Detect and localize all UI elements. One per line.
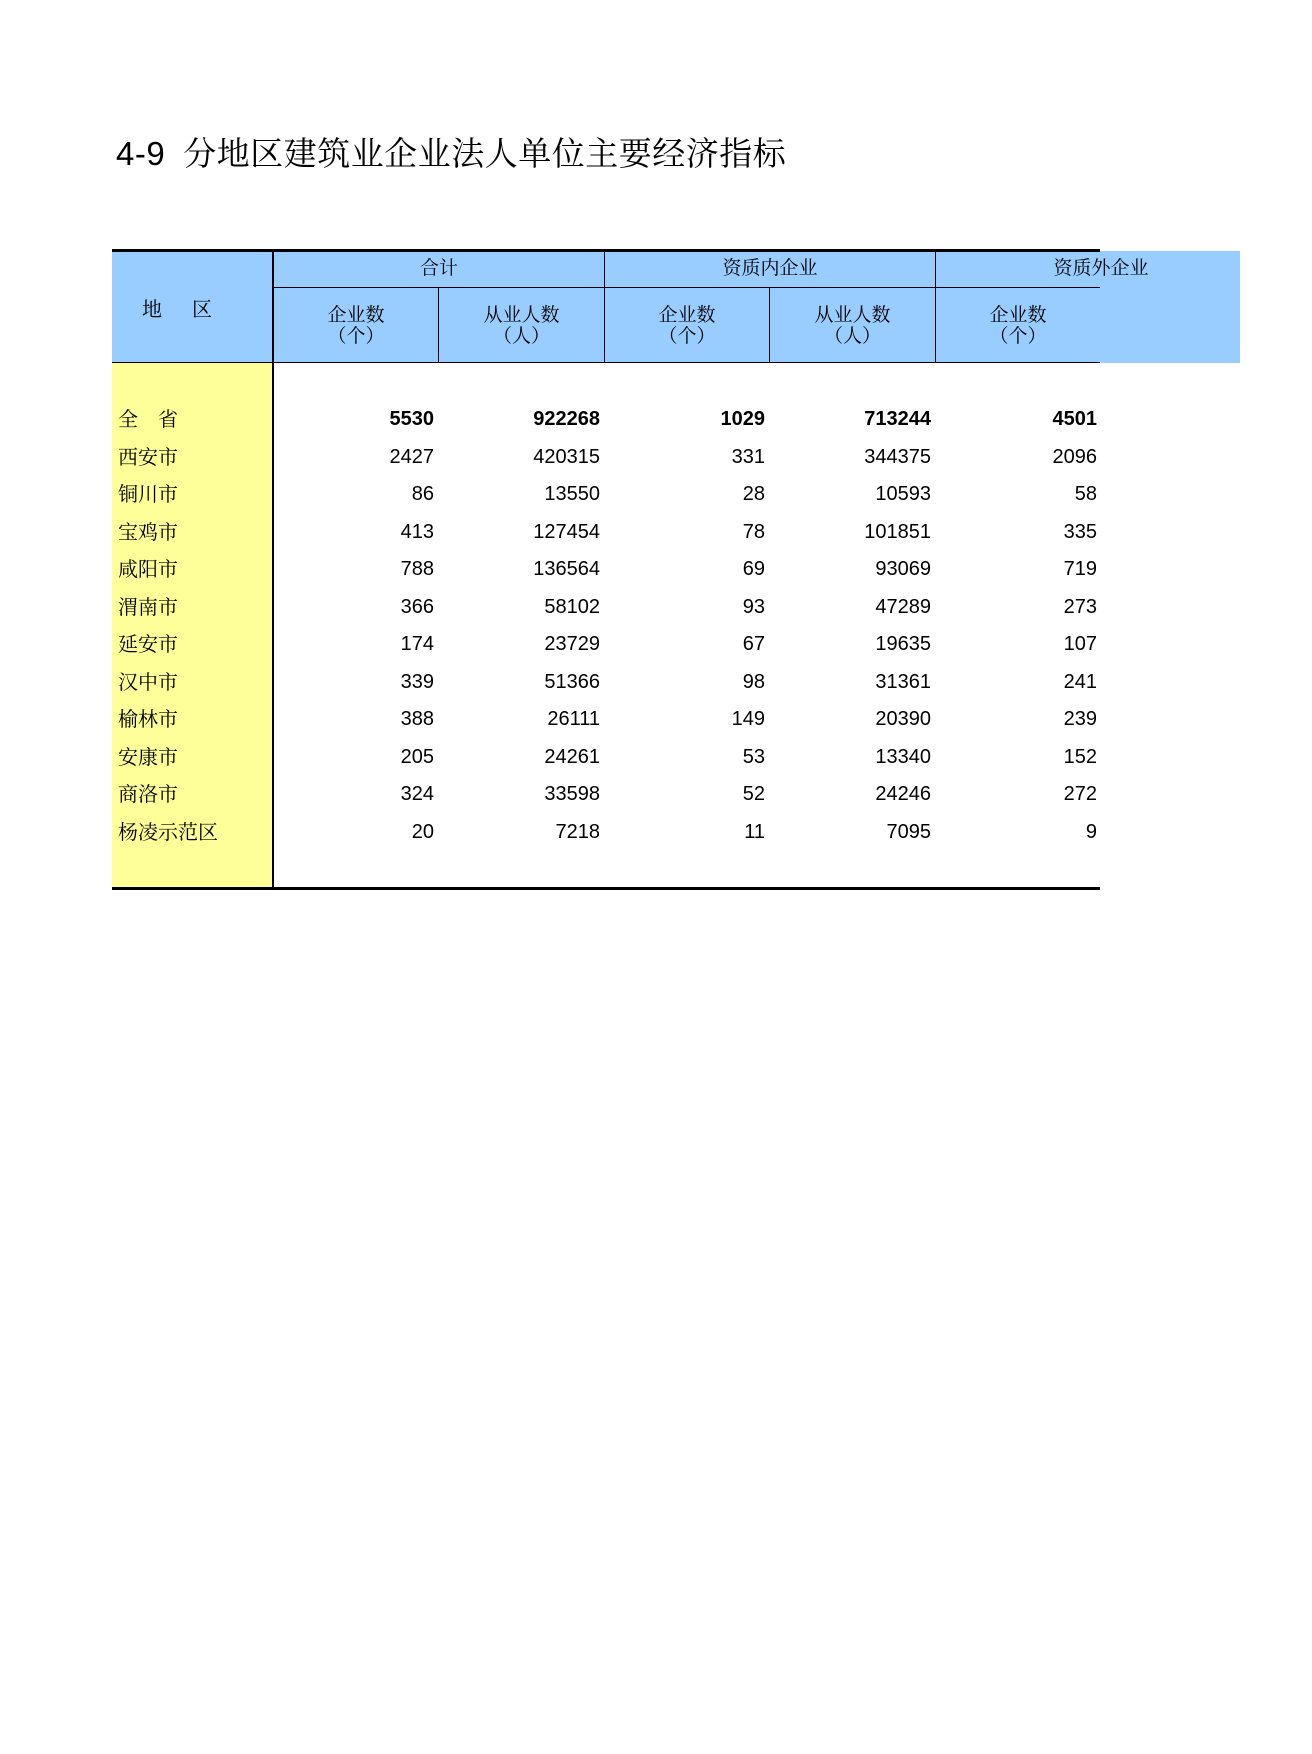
region-name: 汉中市: [118, 669, 178, 694]
value-cell: 2096: [1052, 445, 1097, 468]
value-cell: 335: [1063, 520, 1097, 543]
value-cell: 7095: [886, 820, 931, 843]
value-cell: 788: [400, 558, 434, 580]
value-cell: 344375: [864, 445, 931, 468]
region-name: 商洛市: [118, 782, 178, 806]
value-cell: 152: [1063, 745, 1097, 768]
sub-header-2: [439, 305, 604, 347]
value-cell: 272: [1063, 783, 1097, 805]
value-cell: 20390: [875, 708, 931, 730]
value-cell: 339: [400, 670, 434, 693]
value-cell: 11: [744, 820, 765, 843]
value-cell: 5530: [389, 408, 434, 430]
value-cell: 101851: [864, 520, 931, 543]
sub-header-unit: （个）: [989, 325, 1047, 347]
value-cell: 366: [400, 595, 434, 618]
sub-header-unit: （人）: [823, 325, 881, 347]
value-cell: 107: [1063, 633, 1097, 655]
region-name: 咸阳市: [118, 557, 178, 581]
value-cell: 26111: [547, 708, 600, 730]
value-cell: 67: [742, 633, 765, 655]
value-cell: 23729: [544, 633, 600, 655]
value-cell: 713244: [864, 408, 931, 430]
sub-header-label: 企业数: [658, 304, 716, 326]
group-header-qualified: 资质内企业: [722, 257, 818, 279]
table-row: [112, 814, 1312, 851]
table-row: [112, 701, 1312, 738]
value-cell: 719: [1063, 558, 1097, 580]
value-cell: 241: [1063, 670, 1097, 693]
bottom-border: [112, 887, 1100, 890]
table-row: [112, 476, 1312, 513]
table-row: [112, 739, 1312, 776]
sub-header-unit: （个）: [658, 325, 716, 347]
value-cell: 4501: [1052, 408, 1097, 430]
region-name: 榆林市: [118, 707, 178, 731]
value-cell: 24246: [875, 783, 931, 805]
sub-header-1: [274, 305, 438, 347]
page-title: [116, 128, 786, 175]
region-name: 全 省: [118, 407, 178, 431]
value-cell: 922268: [533, 408, 600, 430]
value-cell: 136564: [533, 558, 600, 580]
value-cell: 51366: [544, 670, 600, 693]
data-table: [112, 249, 1149, 890]
region-name: 西安市: [118, 444, 178, 469]
value-cell: 10593: [875, 483, 931, 505]
table-title: 分地区建筑业企业法人单位主要经济指标: [183, 134, 787, 173]
value-cell: 420315: [533, 445, 600, 468]
value-cell: 78: [742, 520, 765, 543]
table-row: [112, 439, 1312, 476]
value-cell: 24261: [544, 745, 600, 768]
value-cell: 98: [742, 670, 765, 693]
value-cell: 324: [400, 783, 434, 805]
table-row: [112, 664, 1312, 701]
table-row: [112, 776, 1312, 813]
value-cell: 52: [742, 783, 765, 805]
value-cell: 127454: [533, 520, 600, 543]
group-divider: [272, 287, 1100, 288]
region-name: 杨凌示范区: [118, 819, 218, 844]
sub-header-label: 从业人数: [814, 304, 891, 326]
value-cell: 205: [400, 745, 434, 768]
value-cell: 20: [411, 820, 434, 843]
region-name: 宝鸡市: [118, 519, 178, 544]
value-cell: 31361: [875, 670, 931, 693]
value-cell: 273: [1063, 595, 1097, 618]
value-cell: 7218: [555, 820, 600, 843]
table-row: [112, 514, 1312, 551]
value-cell: 149: [731, 708, 765, 730]
table-row: [112, 401, 1312, 438]
value-cell: 13340: [875, 745, 931, 768]
value-cell: 239: [1063, 708, 1097, 730]
value-cell: 331: [731, 445, 765, 468]
value-cell: 58: [1074, 483, 1097, 505]
value-cell: 413: [400, 520, 434, 543]
value-cell: 86: [411, 483, 434, 505]
sub-header-4: [770, 305, 935, 347]
value-cell: 69: [742, 558, 765, 580]
header-bottom-border: [112, 362, 1100, 363]
region-name: 安康市: [118, 744, 178, 769]
region-name: 渭南市: [118, 594, 178, 619]
sub-header-unit: （个）: [327, 325, 385, 347]
region-header: 地区: [142, 297, 242, 321]
sub-header-label: 从业人数: [483, 304, 560, 326]
sub-header-label: 企业数: [327, 304, 385, 326]
sub-header-5: [936, 305, 1100, 347]
region-name: 铜川市: [118, 482, 178, 506]
group-header-total: 合计: [419, 257, 458, 279]
value-cell: 58102: [544, 595, 600, 618]
table-code: 4-9: [116, 135, 166, 172]
table-row: [112, 551, 1312, 588]
value-cell: 174: [400, 633, 434, 655]
value-cell: 47289: [875, 595, 931, 618]
top-border: [112, 249, 1100, 252]
value-cell: 93069: [875, 558, 931, 580]
region-name: 延安市: [118, 632, 178, 656]
value-cell: 388: [400, 708, 434, 730]
value-cell: 13550: [544, 483, 600, 505]
sub-header-3: [605, 305, 769, 347]
sub-header-unit: （人）: [492, 325, 550, 347]
group-header-unqualified: 资质外企业: [1053, 257, 1149, 279]
table-row: [112, 626, 1312, 663]
value-cell: 9: [1085, 820, 1097, 843]
table-row: [112, 589, 1312, 626]
value-cell: 2427: [389, 445, 434, 468]
value-cell: 53: [742, 745, 765, 768]
value-cell: 33598: [544, 783, 600, 805]
sub-header-label: 企业数: [989, 304, 1047, 326]
value-cell: 1029: [720, 408, 765, 430]
value-cell: 93: [742, 595, 765, 618]
value-cell: 28: [742, 483, 765, 505]
value-cell: 19635: [875, 633, 931, 655]
